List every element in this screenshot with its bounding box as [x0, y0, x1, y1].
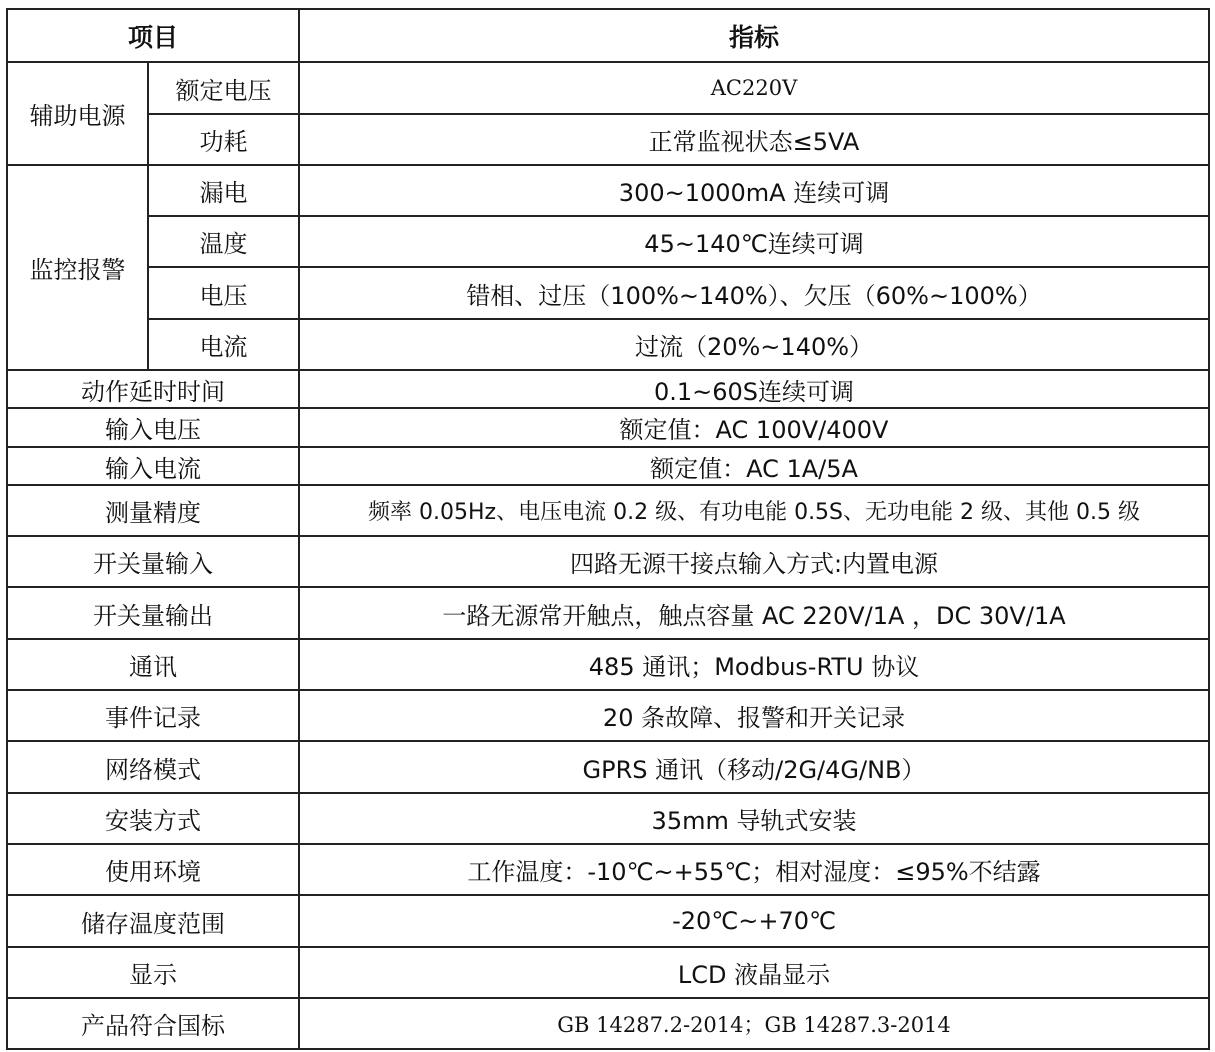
row-label: 通讯: [7, 639, 299, 690]
table-row: [7, 485, 1209, 536]
table-row: [7, 267, 1209, 319]
table-row: [7, 587, 1209, 639]
row-label: 测量精度: [7, 485, 299, 536]
table-row: [7, 690, 1209, 741]
row-label: 输入电压: [7, 408, 299, 447]
table-row: [7, 536, 1209, 587]
header-item: 项目: [7, 9, 299, 62]
sub-label: 额定电压: [148, 62, 299, 114]
table-row: [7, 793, 1209, 844]
row-label: 使用环境: [7, 844, 299, 895]
spec-value: 额定值：AC 1A/5A: [299, 447, 1209, 485]
table-row: [7, 895, 1209, 947]
spec-table: [6, 8, 1210, 1050]
spec-value: 45~140℃连续可调: [299, 216, 1209, 267]
spec-value: GPRS 通讯（移动/2G/4G/NB）: [299, 741, 1209, 793]
spec-value: 额定值：AC 100V/400V: [299, 408, 1209, 447]
header-row: [7, 9, 1209, 62]
row-label: 开关量输入: [7, 536, 299, 587]
spec-value: AC220V: [299, 62, 1209, 114]
table-row: [7, 947, 1209, 998]
spec-value: 过流（20%~140%）: [299, 319, 1209, 370]
spec-value: 四路无源干接点输入方式:内置电源: [299, 536, 1209, 587]
table-row: [7, 639, 1209, 690]
sub-label: 电压: [148, 267, 299, 319]
row-label: 动作延时时间: [7, 370, 299, 408]
row-label: 产品符合国标: [7, 998, 299, 1049]
table-row: [7, 370, 1209, 408]
sub-label: 温度: [148, 216, 299, 267]
spec-value: 工作温度：-10℃~+55℃；相对湿度：≤95%不结露: [299, 844, 1209, 895]
spec-value: LCD 液晶显示: [299, 947, 1209, 998]
group-label: 辅助电源: [7, 62, 148, 165]
row-label: 开关量输出: [7, 587, 299, 639]
table-row: [7, 844, 1209, 895]
sub-label: 漏电: [148, 165, 299, 216]
spec-value: 0.1~60S连续可调: [299, 370, 1209, 408]
row-label: 事件记录: [7, 690, 299, 741]
header-spec: 指标: [299, 9, 1209, 62]
sub-label: 电流: [148, 319, 299, 370]
spec-value: 485 通讯；Modbus-RTU 协议: [299, 639, 1209, 690]
table-row: [7, 114, 1209, 165]
table-row: [7, 62, 1209, 114]
spec-value: 错相、过压（100%~140%）、欠压（60%~100%）: [299, 267, 1209, 319]
spec-value: 300~1000mA 连续可调: [299, 165, 1209, 216]
spec-value: 频率 0.05Hz、电压电流 0.2 级、有功电能 0.5S、无功电能 2 级、其他 0.5 级: [299, 485, 1209, 536]
spec-value: 正常监视状态≤5VA: [299, 114, 1209, 165]
row-label: 输入电流: [7, 447, 299, 485]
row-label: 储存温度范围: [7, 895, 299, 947]
table-row: [7, 408, 1209, 447]
group-label: 监控报警: [7, 165, 148, 370]
table-row: [7, 998, 1209, 1049]
spec-value: 20 条故障、报警和开关记录: [299, 690, 1209, 741]
table-row: [7, 216, 1209, 267]
row-label: 网络模式: [7, 741, 299, 793]
table-row: [7, 741, 1209, 793]
spec-value: 35mm 导轨式安装: [299, 793, 1209, 844]
table-row: [7, 447, 1209, 485]
spec-value: GB 14287.2-2014；GB 14287.3-2014: [299, 998, 1209, 1049]
sub-label: 功耗: [148, 114, 299, 165]
row-label: 安装方式: [7, 793, 299, 844]
table-row: [7, 319, 1209, 370]
spec-value: -20℃~+70℃: [299, 895, 1209, 947]
spec-value: 一路无源常开触点，触点容量 AC 220V/1A ，DC 30V/1A: [299, 587, 1209, 639]
table-row: [7, 165, 1209, 216]
row-label: 显示: [7, 947, 299, 998]
